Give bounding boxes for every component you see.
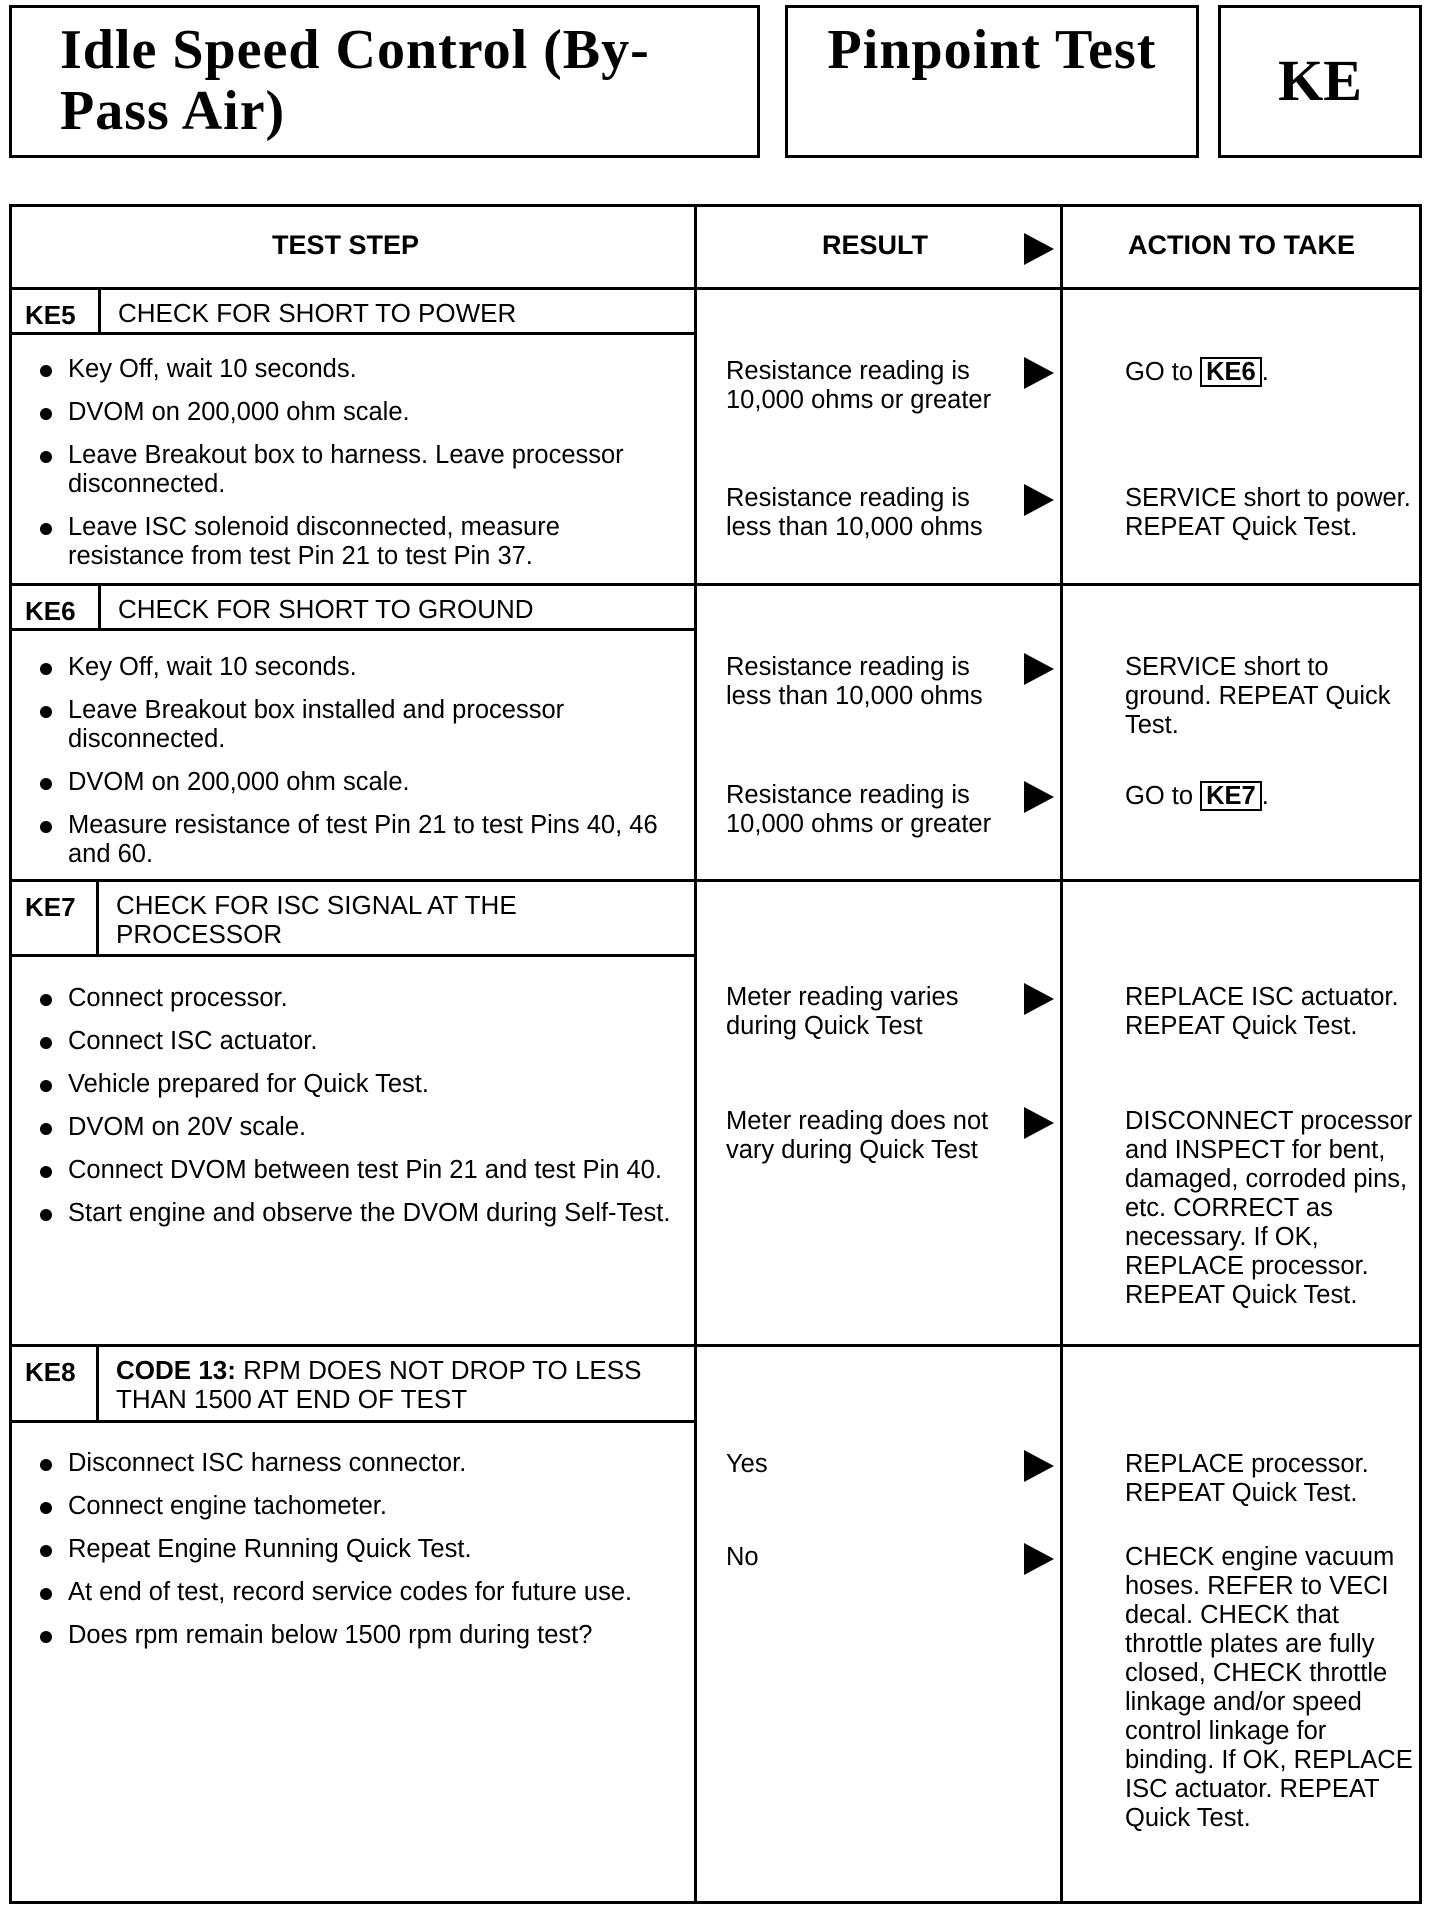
result-text: Resistance reading is 10,000 ohms or greater — [726, 781, 992, 838]
step-divider — [12, 583, 1419, 586]
step-title-code: CODE 13: — [116, 1355, 236, 1385]
page-title — [60, 20, 757, 142]
action-suffix: . — [1261, 782, 1269, 810]
arrow-right-icon — [1024, 781, 1054, 813]
list-item: DVOM on 200,000 ohm scale. — [38, 768, 678, 797]
step-instructions — [38, 984, 678, 1228]
result-text: Resistance reading is 10,000 ohms or greater — [726, 357, 992, 414]
pinpoint-test-table — [9, 204, 1422, 1904]
list-item: Measure resistance of test Pin 21 to test Pins 40, 46 and 60. — [38, 811, 678, 869]
step-instructions — [38, 355, 678, 571]
result-text: No — [726, 1543, 759, 1571]
arrow-right-icon — [1024, 983, 1054, 1015]
step-divider — [12, 1344, 1419, 1347]
arrow-right-icon — [1024, 233, 1054, 265]
column-divider — [1060, 207, 1063, 1901]
step-title-underline — [12, 332, 696, 335]
step-reference-link[interactable]: KE6 — [1200, 357, 1262, 387]
result-text: Yes — [726, 1450, 768, 1478]
test-code-label: KE — [1278, 48, 1362, 113]
column-header-action: ACTION TO TAKE — [1128, 230, 1355, 260]
column-header-test-step: TEST STEP — [272, 230, 420, 260]
list-item: Disconnect ISC harness connector. — [38, 1449, 678, 1478]
action-text: REPLACE processor. REPEAT Quick Test. — [1125, 1450, 1369, 1507]
step-id: KE8 — [25, 1357, 76, 1387]
list-item: Leave Breakout box to harness. Leave processor disconnected. — [38, 441, 678, 499]
list-item: Does rpm remain below 1500 rpm during test? — [38, 1621, 678, 1650]
step-divider — [12, 879, 1419, 882]
test-type-box — [785, 5, 1199, 158]
action-text: CHECK engine vacuum hoses. REFER to VECI decal. CHECK that throttle plates are fully closed, CHECK throttle linkage and/or speed control linkage for binding. If OK, REPLACE ISC actuator. REPEAT Quick Test. — [1125, 1543, 1413, 1832]
list-item: Connect processor. — [38, 984, 678, 1013]
action-text — [1125, 357, 1415, 387]
list-item: DVOM on 200,000 ohm scale. — [38, 398, 678, 427]
header-divider — [12, 287, 1419, 290]
list-item: Key Off, wait 10 seconds. — [38, 653, 678, 682]
step-id: KE7 — [25, 892, 76, 922]
step-id-divider — [98, 287, 101, 332]
step-title-text: RPM DOES NOT DROP TO LESS THAN 1500 AT END OF TEST — [116, 1355, 642, 1414]
step-title — [116, 1356, 656, 1414]
list-item: Connect engine tachometer. — [38, 1492, 678, 1521]
result-text: Meter reading does not vary during Quick Test — [726, 1107, 989, 1164]
step-title-underline — [12, 1420, 696, 1423]
step-id-divider — [96, 1344, 99, 1420]
arrow-right-icon — [1024, 357, 1054, 389]
result-text: Resistance reading is less than 10,000 ohms — [726, 653, 983, 710]
step-title: CHECK FOR SHORT TO POWER — [118, 298, 517, 328]
list-item: Connect ISC actuator. — [38, 1027, 678, 1056]
action-text: REPLACE ISC actuator. REPEAT Quick Test. — [1125, 983, 1399, 1040]
step-id-divider — [96, 879, 99, 954]
list-item: Leave ISC solenoid disconnected, measure resistance from test Pin 21 to test Pin 37. — [38, 513, 678, 571]
step-title: CHECK FOR ISC SIGNAL AT THE PROCESSOR — [116, 890, 517, 949]
action-text: SERVICE short to power. REPEAT Quick Test. — [1125, 484, 1411, 541]
action-prefix: GO to — [1125, 358, 1201, 386]
arrow-right-icon — [1024, 1450, 1054, 1482]
step-reference-link[interactable]: KE7 — [1200, 781, 1262, 811]
arrow-right-icon — [1024, 653, 1054, 685]
list-item: Connect DVOM between test Pin 21 and test Pin 40. — [38, 1156, 678, 1185]
list-item: Start engine and observe the DVOM during Self-Test. — [38, 1199, 678, 1228]
column-divider — [694, 207, 697, 1901]
step-id: KE6 — [25, 596, 76, 626]
step-title-underline — [12, 954, 696, 957]
step-instructions — [38, 653, 678, 869]
action-text — [1125, 781, 1415, 811]
action-text: SERVICE short to ground. REPEAT Quick Test. — [1125, 653, 1391, 739]
action-text: DISCONNECT processor and INSPECT for bent, damaged, corroded pins, etc. CORRECT as necessary. If OK, REPLACE processor. REPEAT Quick Test. — [1125, 1107, 1413, 1309]
arrow-right-icon — [1024, 1107, 1054, 1139]
list-item: Leave Breakout box installed and processor disconnected. — [38, 696, 678, 754]
result-text: Resistance reading is less than 10,000 ohms — [726, 484, 983, 541]
title-box — [9, 5, 760, 158]
step-id: KE5 — [25, 300, 76, 330]
step-id-divider — [98, 583, 101, 629]
action-prefix: GO to — [1125, 782, 1201, 810]
step-instructions — [38, 1449, 678, 1650]
list-item: DVOM on 20V scale. — [38, 1113, 678, 1142]
step-title-underline — [12, 628, 696, 631]
result-text: Meter reading varies during Quick Test — [726, 983, 959, 1040]
column-header-result: RESULT — [822, 230, 928, 260]
action-suffix: . — [1261, 358, 1269, 386]
arrow-right-icon — [1024, 484, 1054, 516]
page-title-text: Idle Speed Control (By-Pass Air) — [60, 19, 650, 142]
list-item: Key Off, wait 10 seconds. — [38, 355, 678, 384]
list-item: Repeat Engine Running Quick Test. — [38, 1535, 678, 1564]
list-item: Vehicle prepared for Quick Test. — [38, 1070, 678, 1099]
list-item: At end of test, record service codes for future use. — [38, 1578, 678, 1607]
arrow-right-icon — [1024, 1543, 1054, 1575]
test-type-label: Pinpoint Test — [827, 19, 1157, 81]
test-code-box — [1218, 5, 1422, 158]
step-title: CHECK FOR SHORT TO GROUND — [118, 594, 534, 624]
